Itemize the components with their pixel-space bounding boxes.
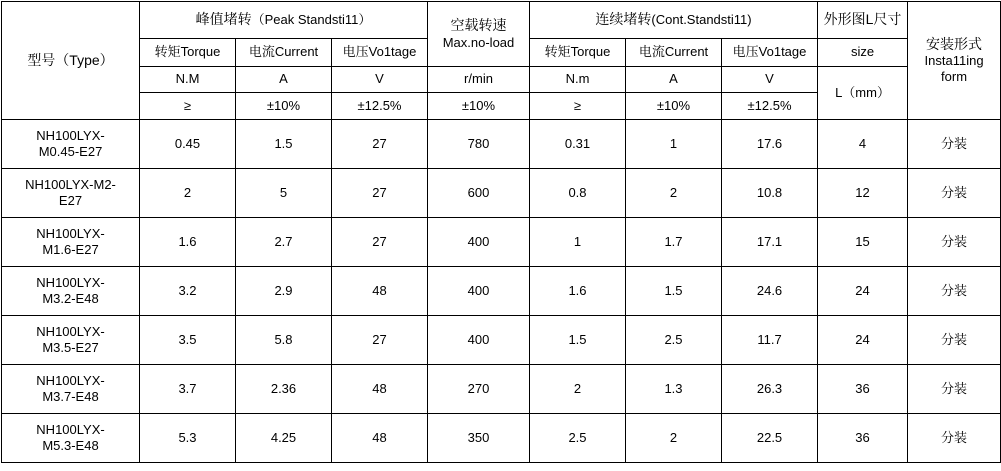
cell-install-form: 分装	[908, 267, 1001, 316]
header-tol-peak-voltage: ±12.5%	[332, 93, 428, 120]
header-group-dim-zh: 外形图L尺寸	[823, 11, 902, 28]
cell-install-form: 分装	[908, 218, 1001, 267]
header-tol-cont-current: ±10%	[626, 93, 722, 120]
cell-cont-torque: 1	[530, 218, 626, 267]
cell-cont-voltage: 17.6	[722, 120, 818, 169]
cell-type	[2, 218, 140, 267]
cell-type-line2: M0.45-E27	[38, 144, 103, 159]
cell-type-line2: M1.6-E27	[42, 242, 99, 257]
header-group-peak	[140, 2, 428, 39]
cell-peak-torque: 3.7	[140, 365, 236, 414]
cell-noload-speed: 780	[428, 120, 530, 169]
cell-cont-voltage: 24.6	[722, 267, 818, 316]
header-row-groups	[2, 2, 1001, 39]
header-sub-cont-torque: 转矩Torque	[530, 39, 626, 67]
header-unit-size-L: L（mm）	[818, 67, 908, 120]
cell-cont-torque: 0.8	[530, 169, 626, 218]
header-type	[2, 2, 140, 120]
cell-peak-torque: 1.6	[140, 218, 236, 267]
cell-cont-torque: 0.31	[530, 120, 626, 169]
cell-cont-voltage: 26.3	[722, 365, 818, 414]
header-sub-peak-torque: 转矩Torque	[140, 39, 236, 67]
cell-peak-torque: 3.2	[140, 267, 236, 316]
cell-peak-voltage: 48	[332, 414, 428, 463]
cell-size-L: 15	[818, 218, 908, 267]
cell-cont-current: 2	[626, 169, 722, 218]
cell-cont-current: 1.3	[626, 365, 722, 414]
header-group-cont	[530, 2, 818, 39]
cell-size-L: 36	[818, 365, 908, 414]
header-unit-cont-current: A	[626, 67, 722, 93]
cell-peak-voltage: 27	[332, 316, 428, 365]
header-unit-peak-voltage: V	[332, 67, 428, 93]
cell-cont-current: 2.5	[626, 316, 722, 365]
cell-peak-torque: 0.45	[140, 120, 236, 169]
table-body	[2, 120, 1001, 463]
cell-peak-torque: 3.5	[140, 316, 236, 365]
header-type-label: 型号（Type）	[27, 51, 114, 68]
header-group-peak-zh: 峰值堵转	[195, 11, 252, 28]
cell-peak-current: 1.5	[236, 120, 332, 169]
table-row	[2, 218, 1001, 267]
cell-peak-voltage: 48	[332, 267, 428, 316]
cell-type	[2, 365, 140, 414]
cell-peak-voltage: 48	[332, 365, 428, 414]
cell-cont-torque: 1.5	[530, 316, 626, 365]
cell-type-line2: M5.3-E48	[42, 438, 99, 453]
cell-type-line2: M3.5-E27	[42, 340, 99, 355]
cell-type-line1: NH100LYX-	[36, 323, 105, 339]
cell-noload-speed: 400	[428, 267, 530, 316]
header-group-noload-en: Max.no-load	[442, 34, 515, 50]
cell-peak-voltage: 27	[332, 218, 428, 267]
header-sub-cont-current: 电流Current	[626, 39, 722, 67]
cell-type	[2, 316, 140, 365]
cell-install-form: 分装	[908, 365, 1001, 414]
header-group-peak-en: （Peak Standsti11）	[251, 12, 372, 28]
cell-cont-torque: 2	[530, 365, 626, 414]
table-row	[2, 169, 1001, 218]
cell-noload-speed: 400	[428, 316, 530, 365]
header-group-cont-en: (Cont.Standsti11)	[651, 12, 752, 28]
cell-peak-current: 2.7	[236, 218, 332, 267]
cell-type	[2, 267, 140, 316]
cell-type-line2: E27	[58, 193, 83, 208]
cell-cont-torque: 1.6	[530, 267, 626, 316]
table-row	[2, 365, 1001, 414]
header-group-cont-zh: 连续堵转	[595, 11, 652, 28]
cell-type	[2, 414, 140, 463]
cell-peak-current: 5.8	[236, 316, 332, 365]
cell-cont-current: 2	[626, 414, 722, 463]
table-row	[2, 316, 1001, 365]
header-group-noload-zh: 空载转速	[450, 17, 507, 34]
header-row-units	[2, 67, 1001, 93]
cell-size-L: 36	[818, 414, 908, 463]
cell-install-form: 分装	[908, 414, 1001, 463]
cell-peak-current: 2.9	[236, 267, 332, 316]
cell-type	[2, 169, 140, 218]
cell-peak-voltage: 27	[332, 169, 428, 218]
cell-install-form: 分装	[908, 316, 1001, 365]
cell-cont-voltage: 22.5	[722, 414, 818, 463]
header-group-dim	[818, 2, 908, 39]
cell-peak-current: 2.36	[236, 365, 332, 414]
cell-type-line1: NH100LYX-	[36, 372, 105, 388]
header-unit-cont-voltage: V	[722, 67, 818, 93]
table-row	[2, 414, 1001, 463]
cell-noload-speed: 600	[428, 169, 530, 218]
header-sub-cont-voltage: 电压Vo1tage	[722, 39, 818, 67]
cell-install-form: 分装	[908, 169, 1001, 218]
header-tol-peak-torque: ≥	[140, 93, 236, 120]
header-unit-peak-torque: N.M	[140, 67, 236, 93]
cell-type-line1: NH100LYX-	[36, 421, 105, 437]
cell-cont-voltage: 10.8	[722, 169, 818, 218]
cell-cont-torque: 2.5	[530, 414, 626, 463]
cell-install-form: 分装	[908, 120, 1001, 169]
header-install-form	[908, 2, 1001, 120]
header-install-en2: form	[941, 69, 968, 85]
cell-type-line1: NH100LYX-	[36, 274, 105, 290]
header-tol-cont-torque: ≥	[530, 93, 626, 120]
header-install-zh: 安装形式	[926, 35, 983, 52]
table-row	[2, 267, 1001, 316]
header-unit-peak-current: A	[236, 67, 332, 93]
cell-type-line1: NH100LYX-	[36, 127, 105, 143]
table-header	[2, 2, 1001, 120]
cell-type	[2, 120, 140, 169]
cell-peak-torque: 5.3	[140, 414, 236, 463]
header-tol-noload-speed: ±10%	[428, 93, 530, 120]
table-row	[2, 120, 1001, 169]
cell-size-L: 4	[818, 120, 908, 169]
header-install-en1: Insta11ing	[924, 53, 984, 68]
cell-noload-speed: 270	[428, 365, 530, 414]
cell-cont-current: 1	[626, 120, 722, 169]
cell-cont-current: 1.7	[626, 218, 722, 267]
header-sub-size: size	[818, 39, 908, 67]
cell-peak-voltage: 27	[332, 120, 428, 169]
cell-size-L: 12	[818, 169, 908, 218]
cell-type-line2: M3.2-E48	[42, 291, 99, 306]
motor-specification-table	[1, 1, 1001, 463]
cell-cont-current: 1.5	[626, 267, 722, 316]
cell-cont-voltage: 11.7	[722, 316, 818, 365]
cell-peak-current: 4.25	[236, 414, 332, 463]
cell-type-line1: NH100LYX-	[36, 225, 105, 241]
header-unit-cont-torque: N.m	[530, 67, 626, 93]
header-tol-cont-voltage: ±12.5%	[722, 93, 818, 120]
cell-noload-speed: 400	[428, 218, 530, 267]
header-group-noload	[428, 2, 530, 67]
header-sub-peak-current: 电流Current	[236, 39, 332, 67]
cell-peak-current: 5	[236, 169, 332, 218]
cell-type-line1: NH100LYX-M2-	[25, 176, 116, 192]
cell-cont-voltage: 17.1	[722, 218, 818, 267]
cell-noload-speed: 350	[428, 414, 530, 463]
header-sub-peak-voltage: 电压Vo1tage	[332, 39, 428, 67]
cell-type-line2: M3.7-E48	[42, 389, 99, 404]
cell-size-L: 24	[818, 316, 908, 365]
cell-size-L: 24	[818, 267, 908, 316]
cell-peak-torque: 2	[140, 169, 236, 218]
header-unit-noload-speed: r/min	[428, 67, 530, 93]
header-tol-peak-current: ±10%	[236, 93, 332, 120]
